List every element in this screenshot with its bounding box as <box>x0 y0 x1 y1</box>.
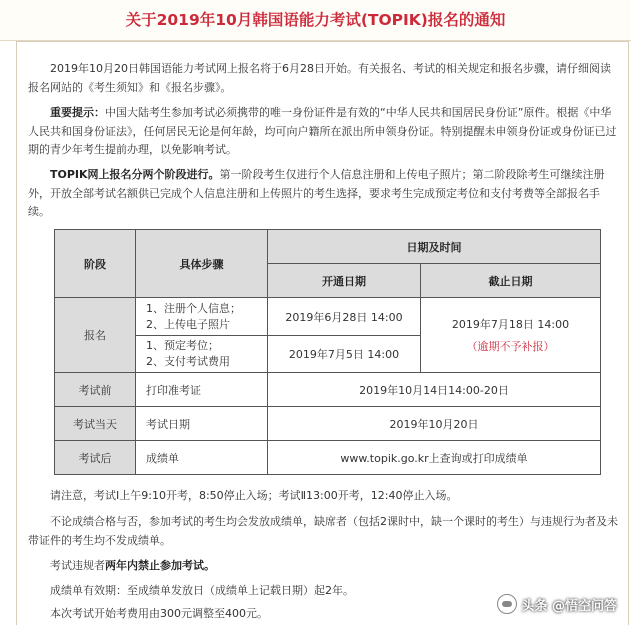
score-report-text: 不论成绩合格与否，参加考试的考生均会发放成绩单，缺席者（包括2课时中，缺一个课时的考生）与违规行为者及未带证件的考生均不发成绩单。 <box>28 515 618 547</box>
stages-bold: TOPIK网上报名分两个阶段进行。 <box>50 168 220 181</box>
header-open-date: 开通日期 <box>268 264 421 298</box>
step-register-2: 1、预定考位； 2、支付考试费用 <box>136 336 268 373</box>
header-steps: 具体步骤 <box>136 230 268 298</box>
watermark <box>497 594 617 614</box>
header-datetime: 日期及时间 <box>268 230 601 264</box>
header-close-date: 截止日期 <box>421 264 601 298</box>
stages-text: 第一阶段考生仅进行个人信息注册和上传电子照片；第二阶段除考生可继续注册外，开放全部考试名额供已完成个人信息注册和上传照片的考生选择，要求考生完成预定考位和支付考费等全部报名手续。 <box>28 168 605 218</box>
stage-exam-day: 考试当天 <box>55 407 136 441</box>
important-text: 中国大陆考生参加考试必须携带的唯一身份证件是有效的“中华人民共和国居民身份证”原件。根据《中华人民共和国身份证法》，任何居民无论是何年龄，均可向户籍所在派出所申领身份证。特别提醒未申领身份证或身份证已过期的青少年考生提前办理，以免影响考试。 <box>28 106 617 156</box>
paragraph-intro <box>28 60 620 97</box>
important-label: 重要提示： <box>50 106 105 119</box>
fee-text: 本次考试开始考费用由300元调整至400元。 <box>50 607 268 620</box>
paragraph-violation <box>28 557 620 576</box>
step-before-exam: 打印准考证 <box>136 373 268 407</box>
paragraph-important <box>28 104 620 160</box>
paragraph-score-report <box>28 513 620 550</box>
schedule-table <box>54 229 601 475</box>
violation-pre: 考试违规者 <box>50 559 105 572</box>
register-close-date: 2019年7月18日 14:00 <box>451 318 570 331</box>
stage-register: 报名 <box>55 298 136 373</box>
step-exam-day: 考试日期 <box>136 407 268 441</box>
stage-after-exam: 考试后 <box>55 441 136 475</box>
paragraph-exam-times <box>28 487 620 506</box>
intro-text: 2019年10月20日韩国语能力考试网上报名将于6月28日开始。有关报名、考试的相关规定和报名步骤，请仔细阅读报名网站的《考生须知》和《报名步骤》。 <box>28 62 611 94</box>
stage-before-exam: 考试前 <box>55 373 136 407</box>
validity-text: 成绩单有效期：至成绩单发放日（成绩单上记载日期）起2年。 <box>50 584 354 597</box>
watermark-text: 头条 @悟空问答 <box>521 598 617 614</box>
date-before-exam: 2019年10月14日14:00-20日 <box>268 373 601 407</box>
date-exam-day: 2019年10月20日 <box>268 407 601 441</box>
step-register-1: 1、注册个人信息； 2、上传电子照片 <box>136 298 268 336</box>
register-close-cell <box>421 298 601 373</box>
exam-times-text: 请注意，考试Ⅰ上午9:10开考，8:50停止入场；考试Ⅱ13:00开考，12:40停止入场。 <box>50 489 458 502</box>
chat-bubble-icon <box>497 594 517 614</box>
step-after-exam: 成绩单 <box>136 441 268 475</box>
page-title: 关于2019年10月韩国语能力考试(TOPIK)报名的通知 <box>0 0 631 41</box>
header-stage: 阶段 <box>55 230 136 298</box>
register-late-note: （逾期不予补报） <box>466 340 555 353</box>
violation-bold: 两年内禁止参加考试。 <box>105 559 215 572</box>
date-after-exam: www.topik.go.kr上查询或打印成绩单 <box>268 441 601 475</box>
paragraph-stages <box>28 166 620 222</box>
step-register-2-open: 2019年7月5日 14:00 <box>268 336 421 373</box>
step-register-1-open: 2019年6月28日 14:00 <box>268 298 421 336</box>
